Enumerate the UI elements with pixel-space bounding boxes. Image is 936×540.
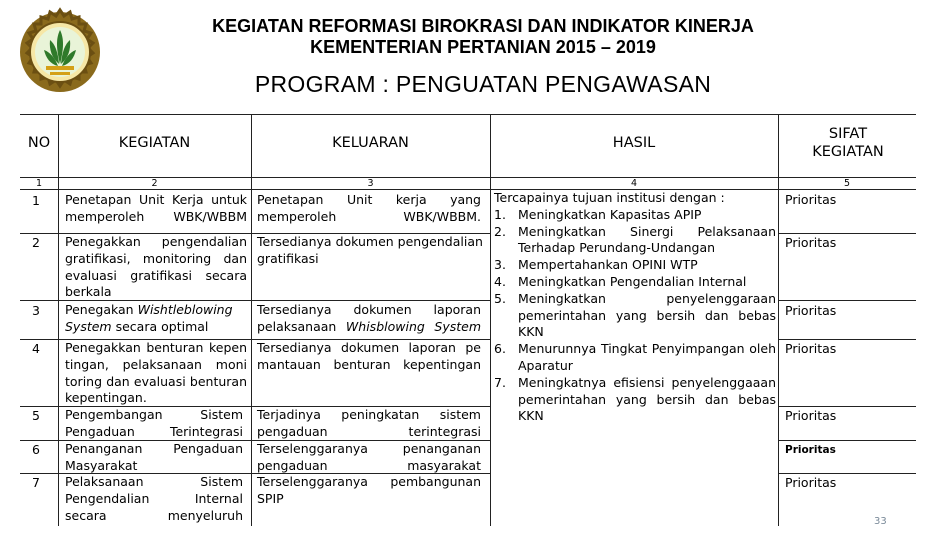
kementerian-pertanian-logo — [14, 6, 106, 98]
col-header-hasil: HASIL — [612, 135, 656, 151]
kegiatan-cell — [65, 302, 247, 336]
col-header-sifat: SIFAT KEGIATAN — [812, 126, 884, 160]
sifat-cell: Prioritas — [785, 235, 837, 250]
hasil-item — [494, 375, 776, 425]
sifat-cell: Prioritas — [785, 192, 837, 207]
hasil-item — [494, 224, 776, 258]
hasil-item-number: 5. — [494, 290, 506, 306]
kegiatan-cell: Penegakkan benturan kepen tingan, pelaksanaan moni toring dan evaluasi benturan kepentingan. — [65, 340, 247, 406]
kegiatan-cell: Penanganan Pengaduan Masyarakat — [65, 441, 243, 473]
sifat-cell: Prioritas — [785, 444, 836, 456]
hasil-list — [494, 207, 776, 425]
row-no: 1 — [32, 193, 40, 208]
hasil-intro: Tercapainya tujuan institusi dengan : — [494, 190, 725, 205]
hasil-item-number: 3. — [494, 257, 506, 273]
col-number-5: 5 — [843, 178, 851, 189]
title-line-2: KEMENTERIAN PERTANIAN 2015 – 2019 — [310, 37, 656, 57]
hasil-item-number: 7. — [494, 374, 506, 390]
row-no: 2 — [32, 235, 40, 250]
keluaran-cell: Penetapan Unit kerja yang memperoleh WBK/WBBM. — [257, 192, 481, 224]
kegiatan-cell: Penegakkan pengendalian gratifikasi, monitoring dan evaluasi gratifikasi secara berkala — [65, 234, 247, 300]
row-no: 4 — [32, 341, 40, 356]
col-header-keluaran: KELUARAN — [332, 135, 409, 151]
keluaran-cell: Terjadinya peningkatan sistem pengaduan terintegrasi — [257, 407, 481, 439]
keluaran-cell: Tersedianya dokumen laporan pe mantauan benturan kepentingan — [257, 340, 481, 372]
row-no: 5 — [32, 408, 40, 423]
sifat-cell: Prioritas — [785, 408, 837, 423]
keluaran-cell: Terselenggaranya penanganan pengaduan masyarakat — [257, 441, 481, 473]
hasil-item — [494, 257, 776, 274]
hasil-item — [494, 291, 776, 341]
sifat-cell: Prioritas — [785, 475, 837, 490]
hasil-item-text: Menurunnya Tingkat Penyimpangan oleh Aparatur — [518, 341, 776, 373]
hasil-item — [494, 274, 776, 291]
program-title: PROGRAM : PENGUATAN PENGAWASAN — [254, 71, 712, 97]
hasil-item — [494, 341, 776, 375]
keluaran-italic: Whisblowing System — [345, 318, 481, 334]
page-number: 33 — [874, 516, 887, 527]
col-number-1: 1 — [35, 178, 43, 189]
keluaran-cell: Tersedianya dokumen pengendalian gratifikasi — [257, 234, 483, 266]
hasil-item-text: Mempertahankan OPINI WTP — [518, 257, 698, 273]
sifat-cell: Prioritas — [785, 341, 837, 356]
keluaran-cell: Terselenggaranya pembangunan SPIP — [257, 474, 481, 506]
kegiatan-text: Penegakan — [65, 302, 138, 317]
kegiatan-cell: Pengembangan Sistem Pengaduan Terintegrasi — [65, 407, 243, 439]
sifat-cell: Prioritas — [785, 303, 837, 318]
col-number-4: 4 — [630, 178, 638, 189]
kegiatan-text-end: secara optimal — [111, 318, 209, 334]
col-number-2: 2 — [151, 178, 158, 189]
hasil-item-text: Meningkatkan Kapasitas APIP — [518, 206, 702, 222]
hasil-cell — [494, 190, 776, 425]
kegiatan-italic: Wishtleblowing System — [65, 302, 233, 334]
hasil-item-number: 6. — [494, 341, 506, 357]
kegiatan-cell: Penetapan Unit Kerja untuk memperoleh WBK/WBBM — [65, 192, 247, 224]
row-no: 6 — [32, 442, 40, 457]
hasil-item-number: 4. — [494, 273, 506, 289]
title-line-1: KEGIATAN REFORMASI BIROKRASI DAN INDIKATOR KINERJA — [212, 16, 754, 36]
keluaran-cell — [257, 302, 481, 336]
col-number-3: 3 — [367, 178, 374, 189]
hasil-item — [494, 207, 776, 224]
col-header-no: NO — [27, 135, 51, 151]
hasil-item-text: Meningkatkan penyelenggaraan pemerintahan yang bersih dan bebas KKN — [518, 290, 776, 340]
hasil-item-number: 1. — [494, 206, 506, 222]
row-no: 3 — [32, 303, 40, 318]
hasil-item-text: Meningkatnya efisiensi penyelenggaaan pemerintahan yang bersih dan bebas KKN — [518, 374, 776, 424]
keluaran-text: Tersedianya dokumen laporan pelaksanaan — [257, 302, 481, 334]
hasil-item-number: 2. — [494, 223, 506, 239]
kegiatan-cell: Pelaksanaan Sistem Pengendalian Internal secara menyeluruh — [65, 474, 243, 523]
hasil-item-text: Meningkatkan Pengendalian Internal — [518, 273, 747, 289]
hasil-item-text: Meningkatkan Sinergi Pelaksanaan Terhadap Perundang-Undangan — [518, 223, 776, 256]
col-header-kegiatan: KEGIATAN — [118, 135, 191, 151]
row-no: 7 — [32, 475, 40, 490]
